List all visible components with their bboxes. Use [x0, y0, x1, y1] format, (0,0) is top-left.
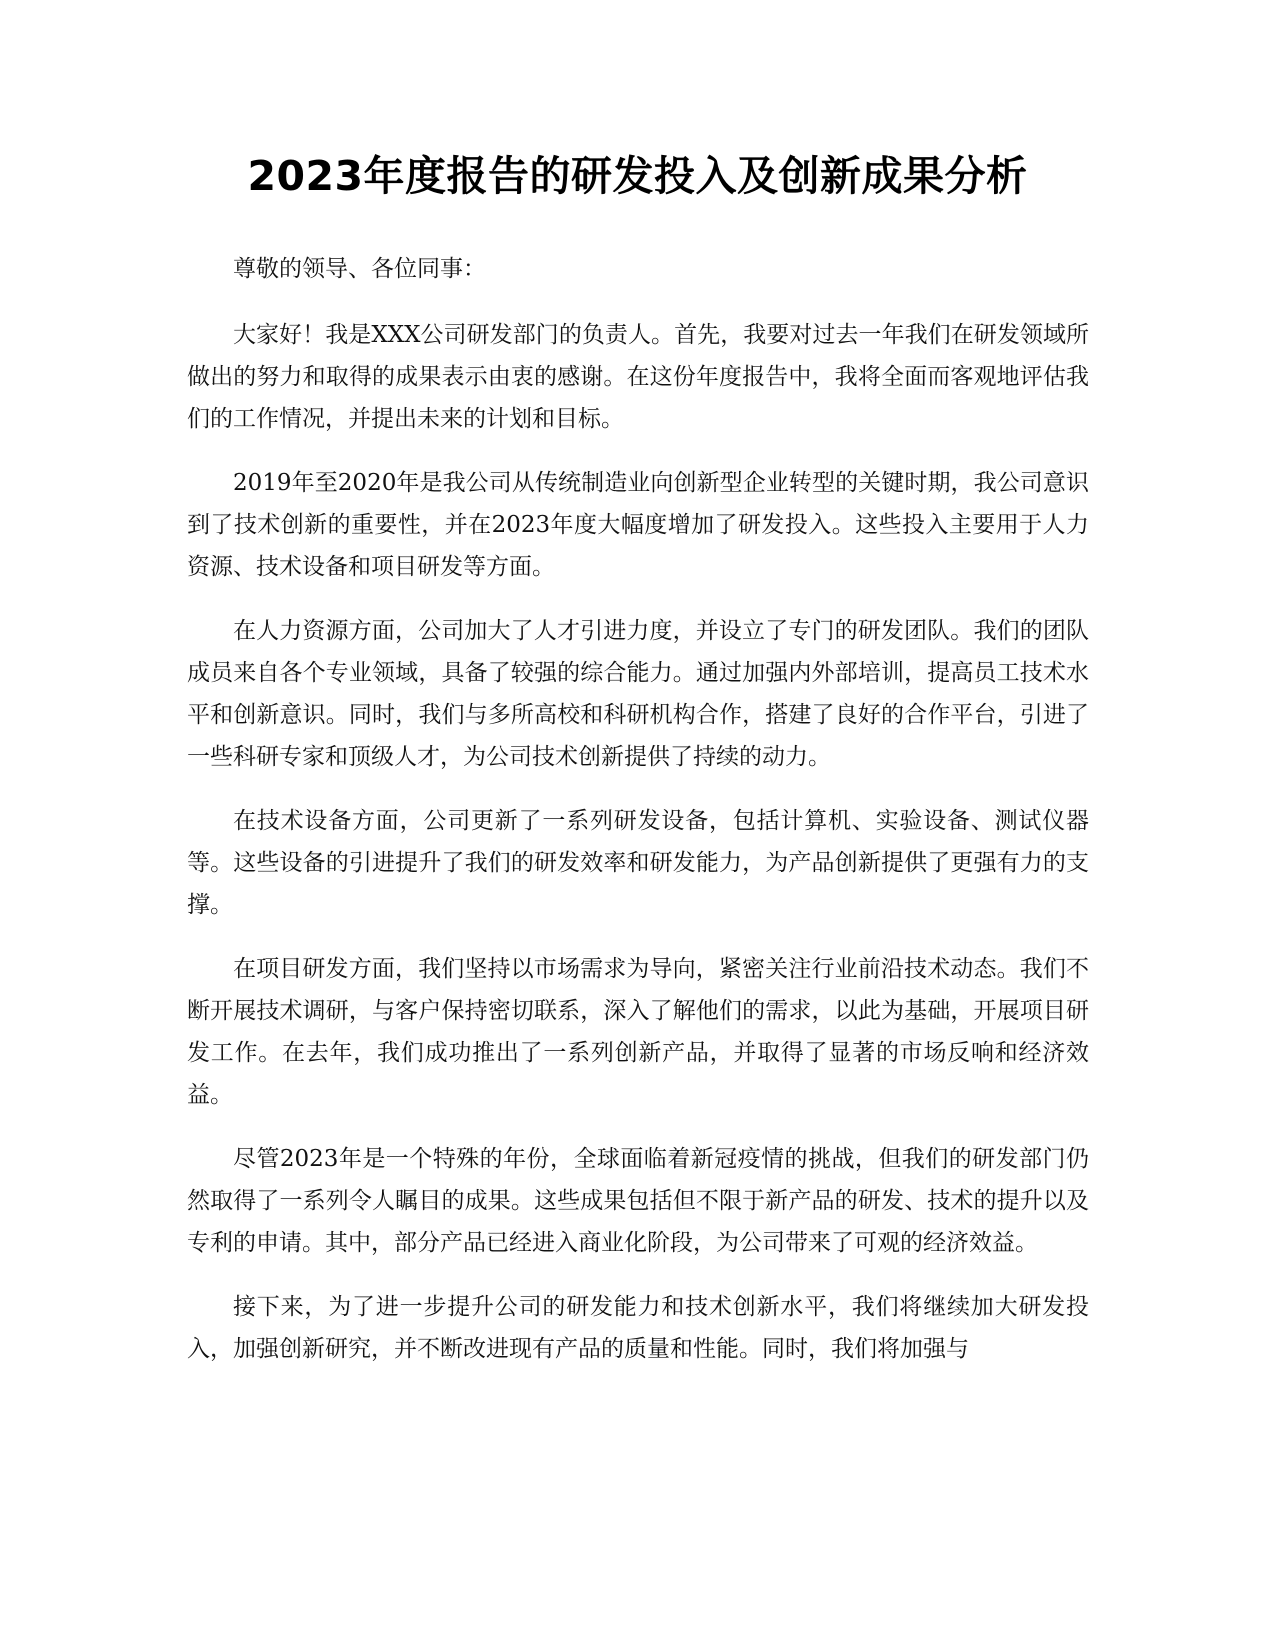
paragraph-project-development: 在项目研发方面，我们坚持以市场需求为导向，紧密关注行业前沿技术动态。我们不断开展技术调研，与客户保持密切联系，深入了解他们的需求，以此为基础，开展项目研发工作。在去年，我们成功推出了一系列创新产品，并取得了显著的市场反响和经济效益。 [187, 956, 1089, 1108]
paragraph-introduction: 大家好！我是XXX公司研发部门的负责人。首先，我要对过去一年我们在研发领域所做出的努力和取得的成果表示由衷的感谢。在这份年度报告中，我将全面而客观地评估我们的工作情况，并提出未来的计划和目标。 [187, 322, 1089, 432]
paragraph-human-resources: 在人力资源方面，公司加大了人才引进力度，并设立了专门的研发团队。我们的团队成员来自各个专业领域，具备了较强的综合能力。通过加强内外部培训，提高员工技术水平和创新意识。同时，我们与多所高校和科研机构合作，搭建了良好的合作平台，引进了一些科研专家和顶级人才，为公司技术创新提供了持续的动力。 [187, 618, 1089, 770]
document-body [187, 248, 1089, 1392]
paragraph-future-plans: 接下来，为了进一步提升公司的研发能力和技术创新水平，我们将继续加大研发投入，加强创新研究，并不断改进现有产品的质量和性能。同时，我们将加强与 [187, 1294, 1089, 1362]
paragraph-technical-equipment: 在技术设备方面，公司更新了一系列研发设备，包括计算机、实验设备、测试仪器等。这些设备的引进提升了我们的研发效率和研发能力，为产品创新提供了更强有力的支撑。 [187, 808, 1089, 918]
document-title: 2023年度报告的研发投入及创新成果分析 [247, 152, 1028, 200]
paragraph-greeting: 尊敬的领导、各位同事： [233, 256, 486, 282]
paragraph-transformation: 2019年至2020年是我公司从传统制造业向创新型企业转型的关键时期，我公司意识到了技术创新的重要性，并在2023年度大幅度增加了研发投入。这些投入主要用于人力资源、技术设备和项目研发等方面。 [187, 470, 1089, 580]
paragraph-achievements: 尽管2023年是一个特殊的年份，全球面临着新冠疫情的挑战，但我们的研发部门仍然取得了一系列令人瞩目的成果。这些成果包括但不限于新产品的研发、技术的提升以及专利的申请。其中，部分产品已经进入商业化阶段，为公司带来了可观的经济效益。 [187, 1146, 1089, 1256]
